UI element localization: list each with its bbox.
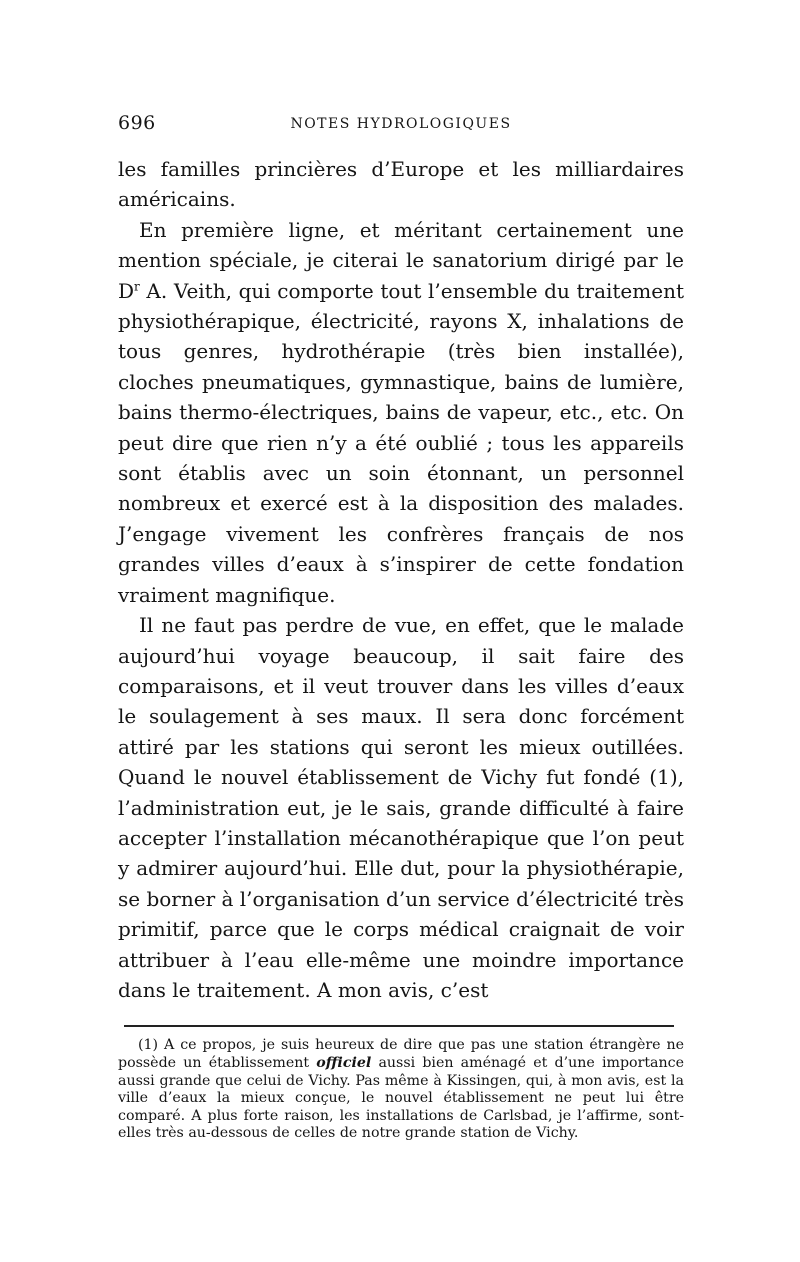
book-page: [118, 112, 684, 1143]
footnote-text-b: aussi bien aménagé et d’une importance aussi grande que celui de Vichy. Pas même à Kissingen, qui, à mon avis, est la ville d’eaux la mieux conçue, le nouvel établissement ne peut lui être comparé. A plus forte raison, les installations de Carlsbad, je l’affirme, sont-elles très au-dessous de celles de notre grande station de Vichy.: [118, 1054, 684, 1142]
paragraph-sanatorium-text-a: En première ligne, et méritant certainement une mention spéciale, je citerai le sanatorium dirigé par le D: [118, 217, 684, 303]
paragraph-continuation: les familles princières d’Europe et les milliardaires américains.: [118, 157, 684, 212]
page-number: 696: [118, 112, 156, 134]
paragraph-sanatorium-text-b: A. Veith, qui comporte tout l’ensemble du traitement physiothérapique, électricité, rayons X, inhalations de tous genres, hydrothérapie (très bien installée), cloches pneumatiques, gymnastique, bains de lumière, bains thermo-électriques, bains de vapeur, etc., etc. On peut dire que rien n’y a été oublié ; tous les appareils sont établis avec un soin étonnant, un personnel nombreux et exercé est à la disposition des malades. J’engage vivement les confrères français de nos grandes villes d’eaux à s’inspirer de cette fondation vraiment magnifique.: [118, 278, 684, 607]
footnote-emphasis: officiel: [316, 1054, 372, 1071]
page-header: [118, 112, 684, 146]
footnote: [118, 1037, 684, 1143]
running-title: NOTES HYDROLOGIQUES: [290, 116, 512, 132]
body-text: [118, 154, 684, 1005]
footnote-divider: [124, 1025, 674, 1027]
paragraph-vichy: Il ne faut pas perdre de vue, en effet, que le malade aujourd’hui voyage beaucoup, il sait faire des comparaisons, et il veut trouver dans les villes d’eaux le soulagement à ses maux. Il sera donc forcément attiré par les stations qui seront les mieux outillées. Quand le nouvel établissement de Vichy fut fondé (1), l’administration eut, je le sais, grande difficulté à faire accepter l’installation mécanothérapique que l’on peut y admirer aujourd’hui. Elle dut, pour la physiothérapie, se borner à l’organisation d’un service d’électricité très primitif, parce que le corps médical craignait de voir attribuer à l’eau elle-même une moindre importance dans le traitement. A mon avis, c’est: [118, 613, 685, 1002]
paragraph-sanatorium: [118, 215, 684, 610]
footnote-text-a: (1) A ce propos, je suis heureux de dire que pas une station étrangère ne possède un établissement: [118, 1037, 684, 1071]
doctor-abbreviation-superscript: r: [134, 278, 140, 293]
